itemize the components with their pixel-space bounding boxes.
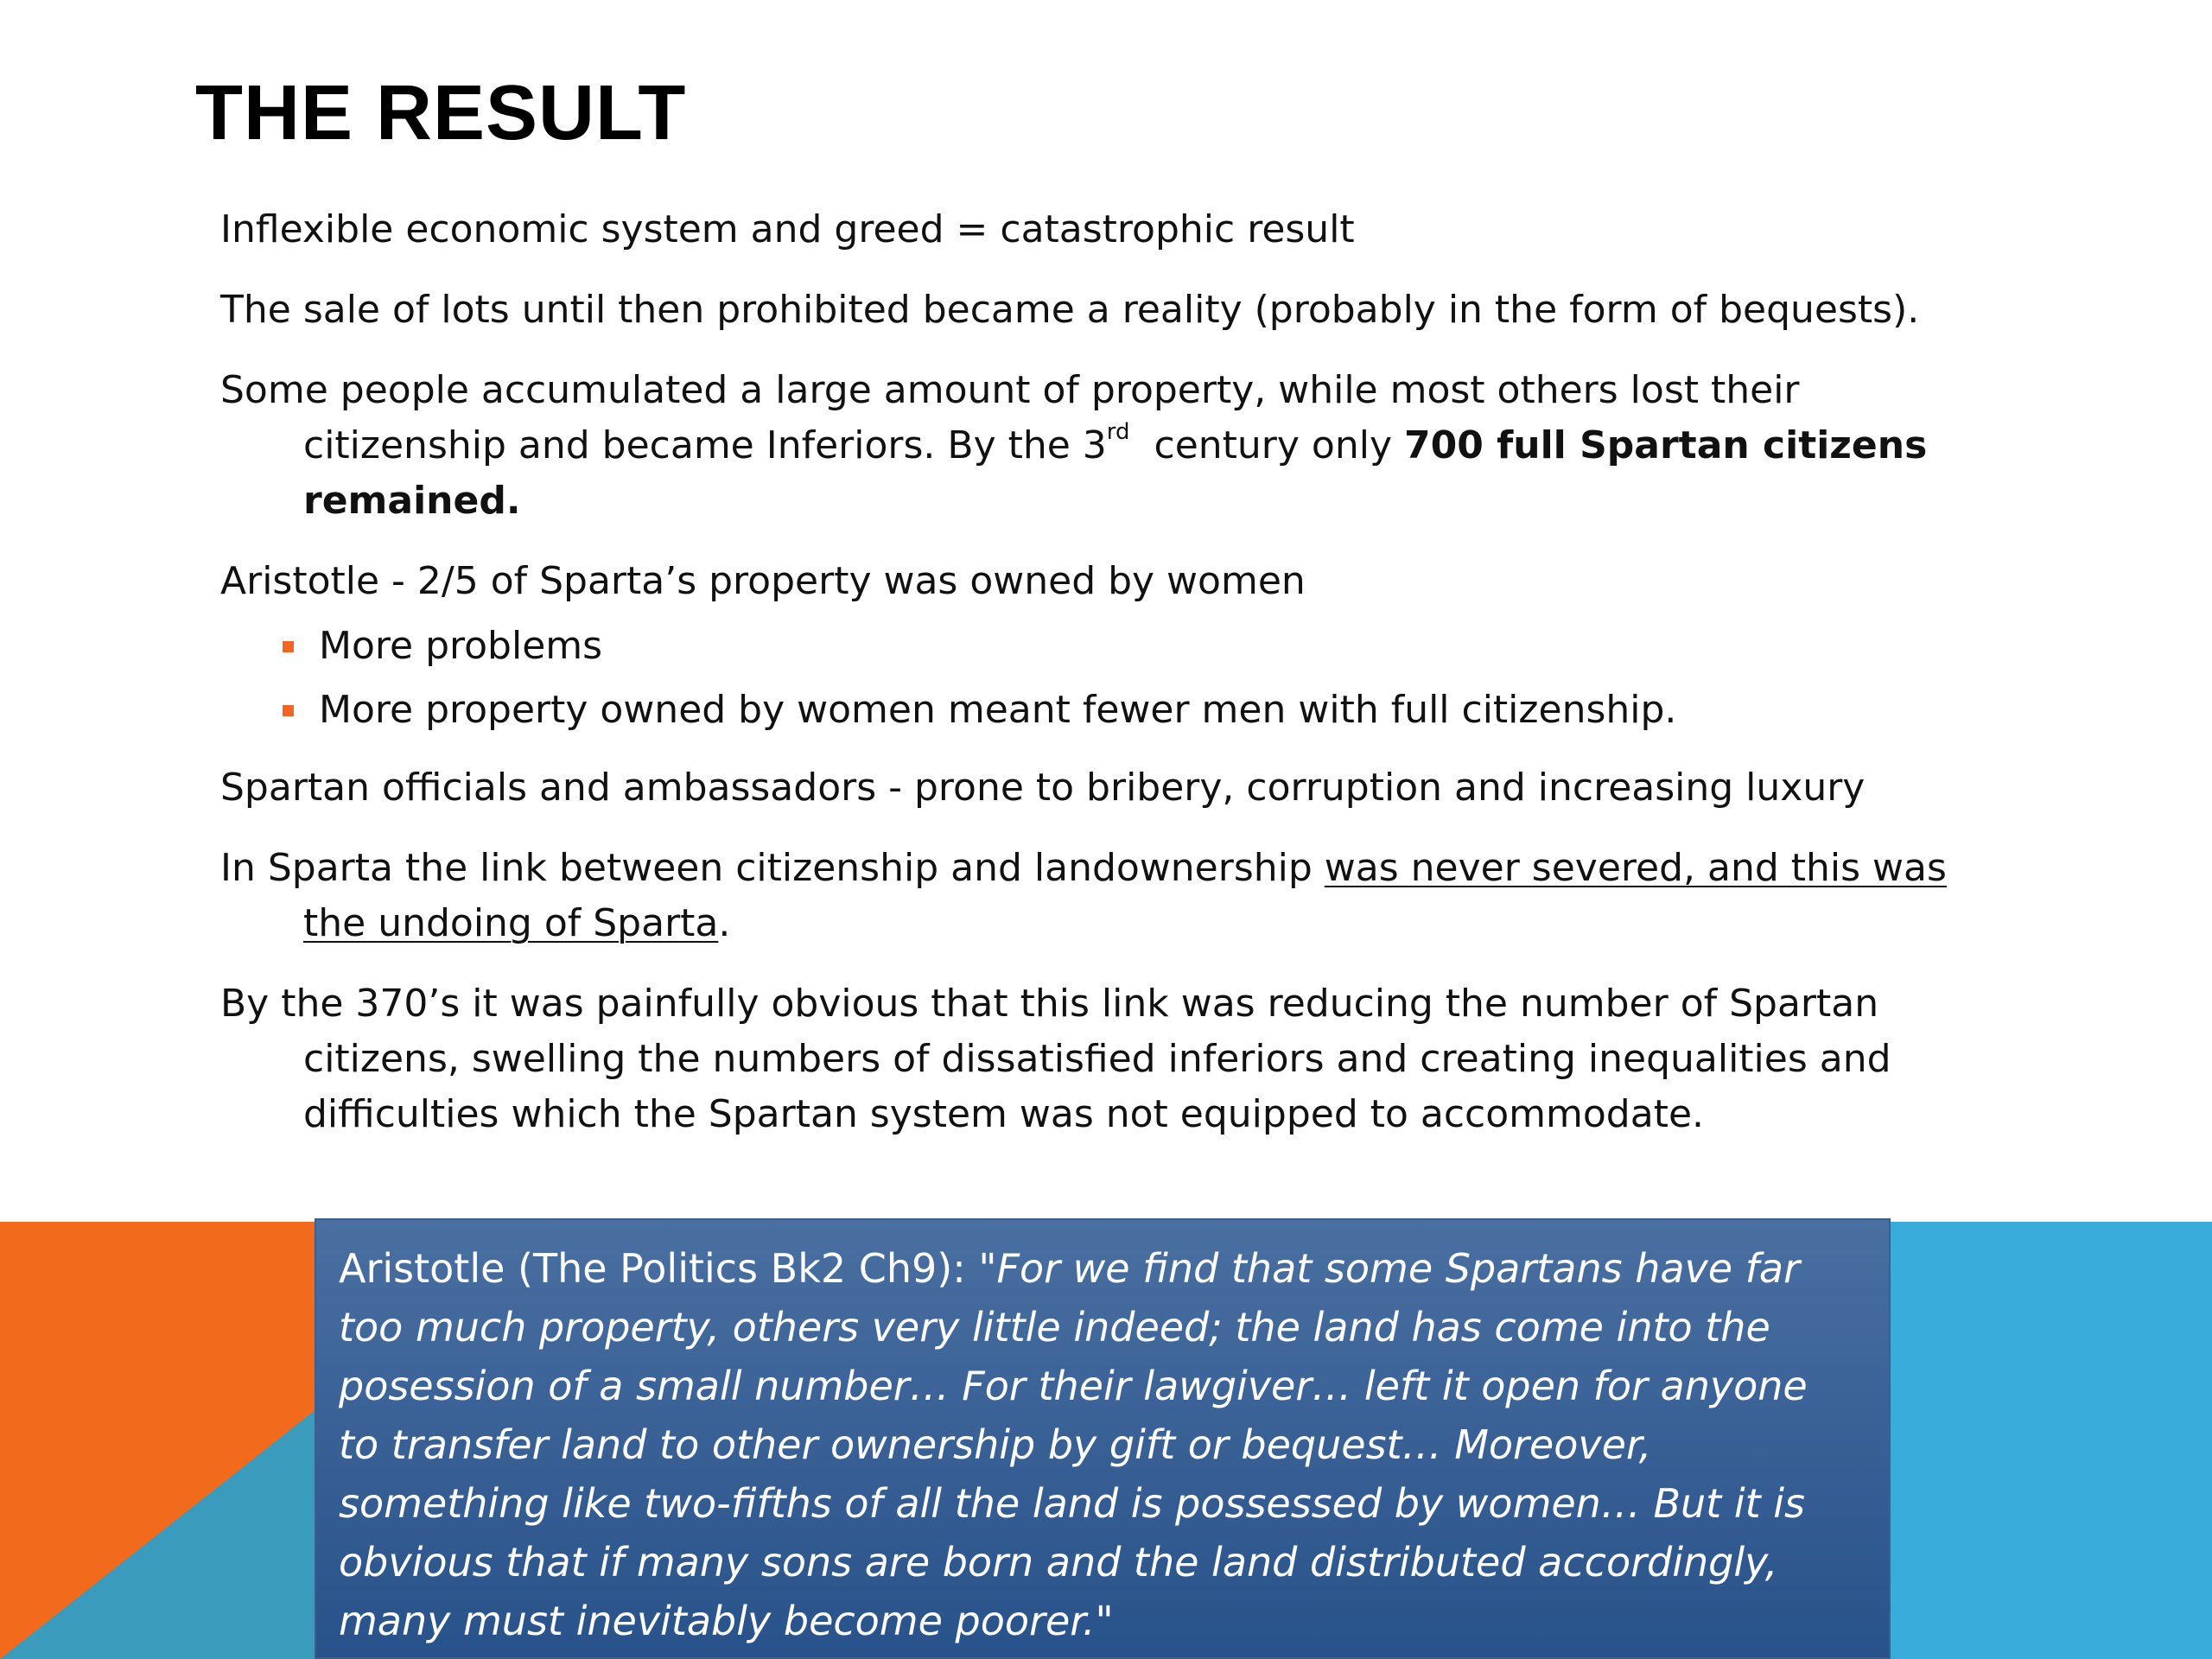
teal-triangle-shape	[0, 1222, 346, 1659]
sub-bullet-text: More property owned by women meant fewer men with full citizenship.	[319, 688, 1677, 732]
paragraph-text: In Sparta the link between citizenship and landownership	[220, 846, 1325, 890]
slide-content	[220, 202, 1983, 1167]
aristotle-quote-box	[315, 1218, 1891, 1659]
paragraph-text: .	[718, 901, 731, 945]
blue-band	[1858, 1222, 2212, 1659]
paragraph-sale-of-lots: The sale of lots until then prohibited became a reality (probably in the form of bequests).	[220, 288, 1920, 332]
quote-text: "For we find that some Spartans have far too much property, others very little indeed; the land has come into the posession of a small number… For their lawgiver… left it open for anyone to transfer land to other ownership by gift or bequest… Moreover, something like two-fifths of all the land is possessed by women… But it is obvious that if many sons are born and the land distributed accordingly, many must inevitably become poorer."	[339, 1245, 1808, 1644]
paragraph-officials: Spartan officials and ambassadors - prone to bribery, corruption and increasing luxury	[220, 766, 1866, 810]
paragraph-link-never-severed	[220, 841, 1983, 951]
superscript-rd: rd	[1106, 419, 1130, 445]
quote-source: Aristotle (The Politics Bk2 Ch9):	[339, 1245, 979, 1292]
sub-bullet-item	[220, 683, 1983, 738]
paragraph-economic-system: Inflexible economic system and greed = catastrophic result	[220, 207, 1355, 251]
bold-citizens-count: 700 full Spartan citizens remained.	[303, 423, 1928, 523]
paragraph-aristotle-women: Aristotle - 2/5 of Sparta’s property was owned by women	[220, 559, 1306, 603]
square-bullet-icon	[283, 705, 294, 716]
paragraph-text: Some people accumulated a large amount of property, while most others lost their citizenship and became Inferiors. By the 3	[220, 368, 1800, 467]
sub-bullet-item	[220, 619, 1983, 674]
underlined-text: was never severed, and this was the undoing of Sparta	[303, 846, 1947, 945]
paragraph-property-accumulation	[220, 363, 1983, 529]
paragraph-370s: By the 370’s it was painfully obvious that this link was reducing the number of Spartan citizens, swelling the numbers of dissatisfied inferiors and creating inequalities and difficulties which the Spartan system was not equipped to accommodate.	[220, 982, 1891, 1136]
sub-bullet-list	[220, 619, 1983, 738]
paragraph-text: century only	[1129, 423, 1404, 467]
square-bullet-icon	[283, 641, 294, 652]
sub-bullet-text: More problems	[319, 624, 603, 668]
slide-title: THE RESULT	[195, 70, 687, 156]
